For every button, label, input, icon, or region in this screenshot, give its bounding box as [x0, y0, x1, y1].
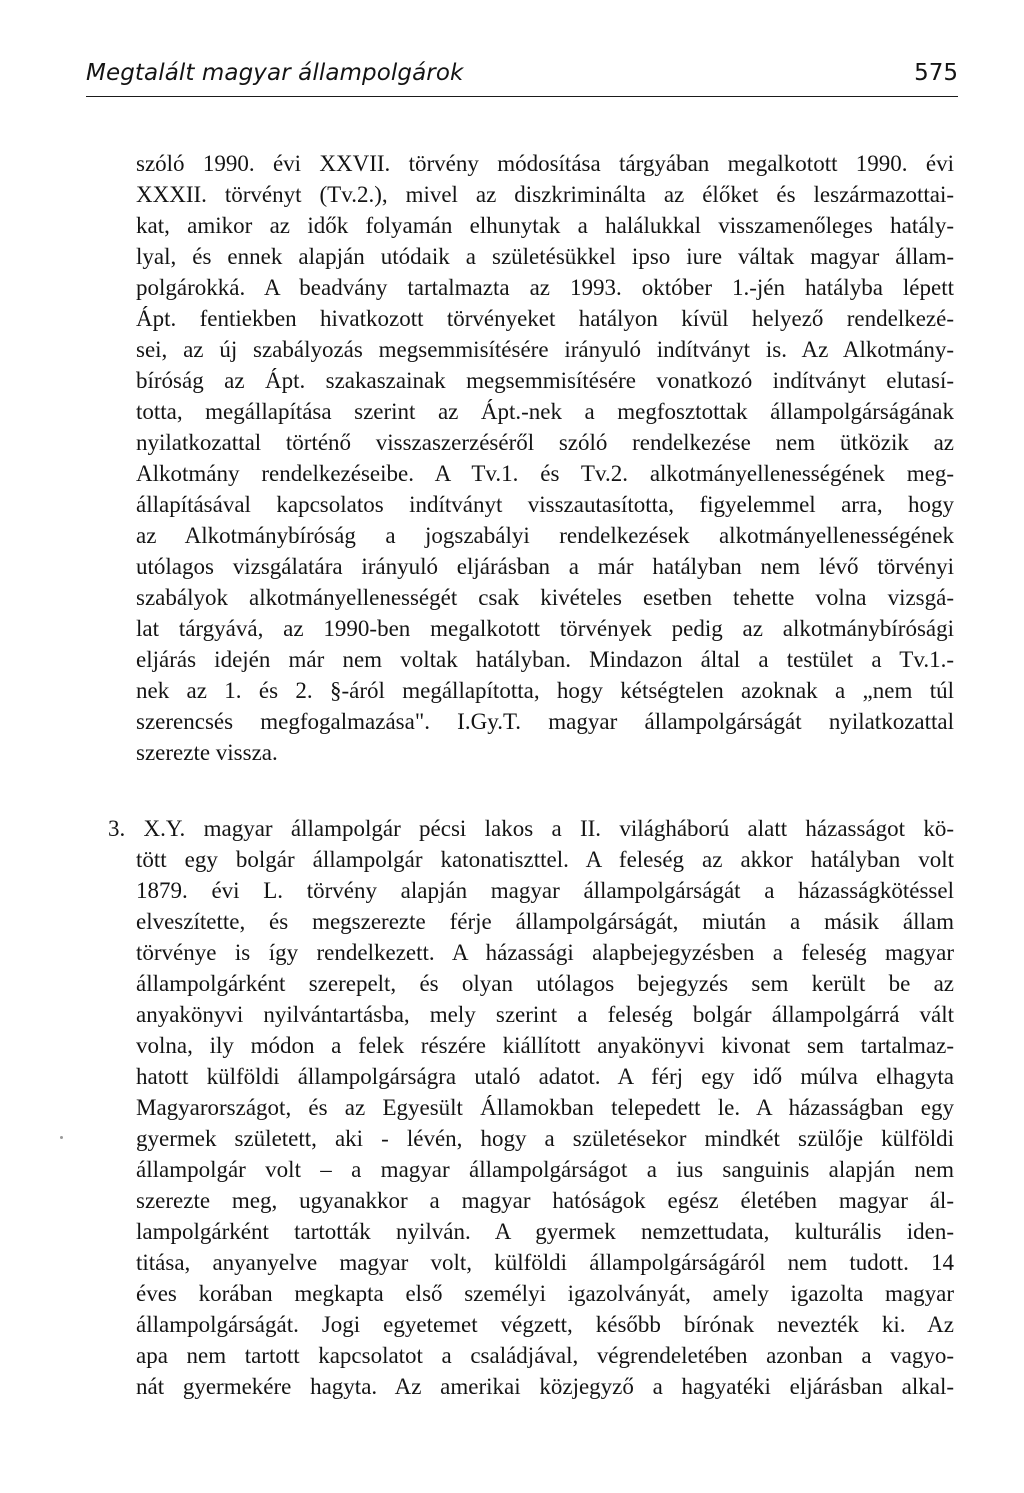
text-line: szabályok alkotmányellenességét csak kivételes esetben tehette volna vizsgá- [136, 585, 954, 610]
text-line: nát gyermekére hagyta. Az amerikai közjegyző a hagyatéki eljárásban alkal- [136, 1374, 954, 1399]
text-line: szerezte vissza. [136, 740, 278, 765]
text-line: volna, ily módon a felek részére kiállított anyakönyvi kivonat sem tartalmaz- [136, 1033, 954, 1058]
text-line: eljárás idején már nem voltak hatályban. Mindazon által a testület a Tv.1.- [136, 647, 954, 672]
text-line: apa nem tartott kapcsolatot a családjával, végrendeletében azonban a vagyo- [136, 1343, 954, 1368]
text-line: szerencsés megfogalmazása". I.Gy.T. magyar állampolgárságát nyilatkozattal [136, 709, 954, 734]
text-line: Alkotmány rendelkezéseibe. A Tv.1. és Tv.2. alkotmányellenességének meg- [136, 461, 954, 486]
text-line: állapításával kapcsolatos indítványt visszautasította, figyelemmel arra, hogy [136, 492, 954, 517]
text-line: lyal, és ennek alapján utódaik a születésükkel ipso iure váltak magyar állam- [136, 244, 954, 269]
text-line: utólagos vizsgálatára irányuló eljárásban a már hatályban nem lévő törvényi [136, 554, 954, 579]
running-header [86, 58, 958, 97]
text-line: törvénye is így rendelkezett. A házassági alapbejegyzésben a feleség magyar [136, 940, 954, 965]
header-title: Megtalált magyar állampolgárok [86, 60, 464, 86]
text-line: éves korában megkapta első személyi igazolványát, amely igazolta magyar [136, 1281, 954, 1306]
text-line: sei, az új szabályozás megsemmisítésére irányuló indítványt is. Az Alkotmány- [136, 337, 954, 362]
text-line: XXXII. törvényt (Tv.2.), mivel az diszkriminálta az élőket és leszármazottai- [136, 182, 954, 207]
text-line: az Alkotmánybíróság a jogszabályi rendelkezések alkotmányellenességének [136, 523, 954, 548]
text-line: polgárokká. A beadvány tartalmazta az 1993. október 1.-jén hatályba lépett [136, 275, 954, 300]
text-line: 1879. évi L. törvény alapján magyar állampolgárságát a házasságkötéssel [136, 878, 954, 903]
text-line: titása, anyanyelve magyar volt, külföldi állampolgárságáról nem tudott. 14 [136, 1250, 954, 1275]
paragraph-continued [136, 148, 954, 768]
text-line: nyilatkozattal történő visszaszerzéséről szóló rendelkezése nem ütközik az [136, 430, 954, 455]
text-line: állampolgárként szerepelt, és olyan utólagos bejegyzés sem került be az [136, 971, 954, 996]
text-line: bíróság az Ápt. szakaszainak megsemmisítésére vonatkozó indítványt elutasí- [136, 368, 954, 393]
text-line: lat tárgyává, az 1990-ben megalkotott törvények pedig az alkotmánybírósági [136, 616, 954, 641]
text-line: állampolgár volt – a magyar állampolgárságot a ius sanguinis alapján nem [136, 1157, 954, 1182]
text-line: elveszítette, és megszerezte férje állampolgárságát, miután a másik állam [136, 909, 954, 934]
text-line: hatott külföldi állampolgárságra utaló adatot. A férj egy idő múlva elhagyta [136, 1064, 954, 1089]
paragraph-case-3 [108, 813, 954, 1402]
text-line: anyakönyvi nyilvántartásba, mely szerint a feleség bolgár állampolgárrá vált [136, 1002, 954, 1027]
text-line: állampolgárságát. Jogi egyetemet végzett, később bírónak nevezték ki. Az [136, 1312, 954, 1337]
text-line: totta, megállapítása szerint az Ápt.-nek a megfosztottak állampolgárságának [136, 399, 954, 424]
text-line: 3. X.Y. magyar állampolgár pécsi lakos a II. világháború alatt házasságot kö- [108, 816, 954, 841]
text-line: szóló 1990. évi XXVII. törvény módosítása tárgyában megalkotott 1990. évi [136, 151, 954, 176]
text-line: lampolgárként tartották nyilván. A gyermek nemzettudata, kulturális iden- [136, 1219, 954, 1244]
text-line: gyermek született, aki - lévén, hogy a születésekor mindkét szülője külföldi [136, 1126, 954, 1151]
text-line: Magyarországot, és az Egyesült Államokban telepedett le. A házasságban egy [136, 1095, 954, 1120]
text-line: kat, amikor az idők folyamán elhunytak a halálukkal visszamenőleges hatály- [136, 213, 954, 238]
text-line: nek az 1. és 2. §-áról megállapította, hogy kétségtelen azoknak a „nem túl [136, 678, 954, 703]
margin-speck [60, 1136, 63, 1139]
text-line: Ápt. fentiekben hivatkozott törvényeket hatályon kívül helyező rendelkezé- [136, 306, 954, 331]
text-line: tött egy bolgár állampolgár katonatiszttel. A feleség az akkor hatályban volt [136, 847, 954, 872]
text-line: szerezte meg, ugyanakkor a magyar hatóságok egész életében magyar ál- [136, 1188, 954, 1213]
document-page [86, 0, 958, 1493]
page-number: 575 [914, 60, 958, 86]
